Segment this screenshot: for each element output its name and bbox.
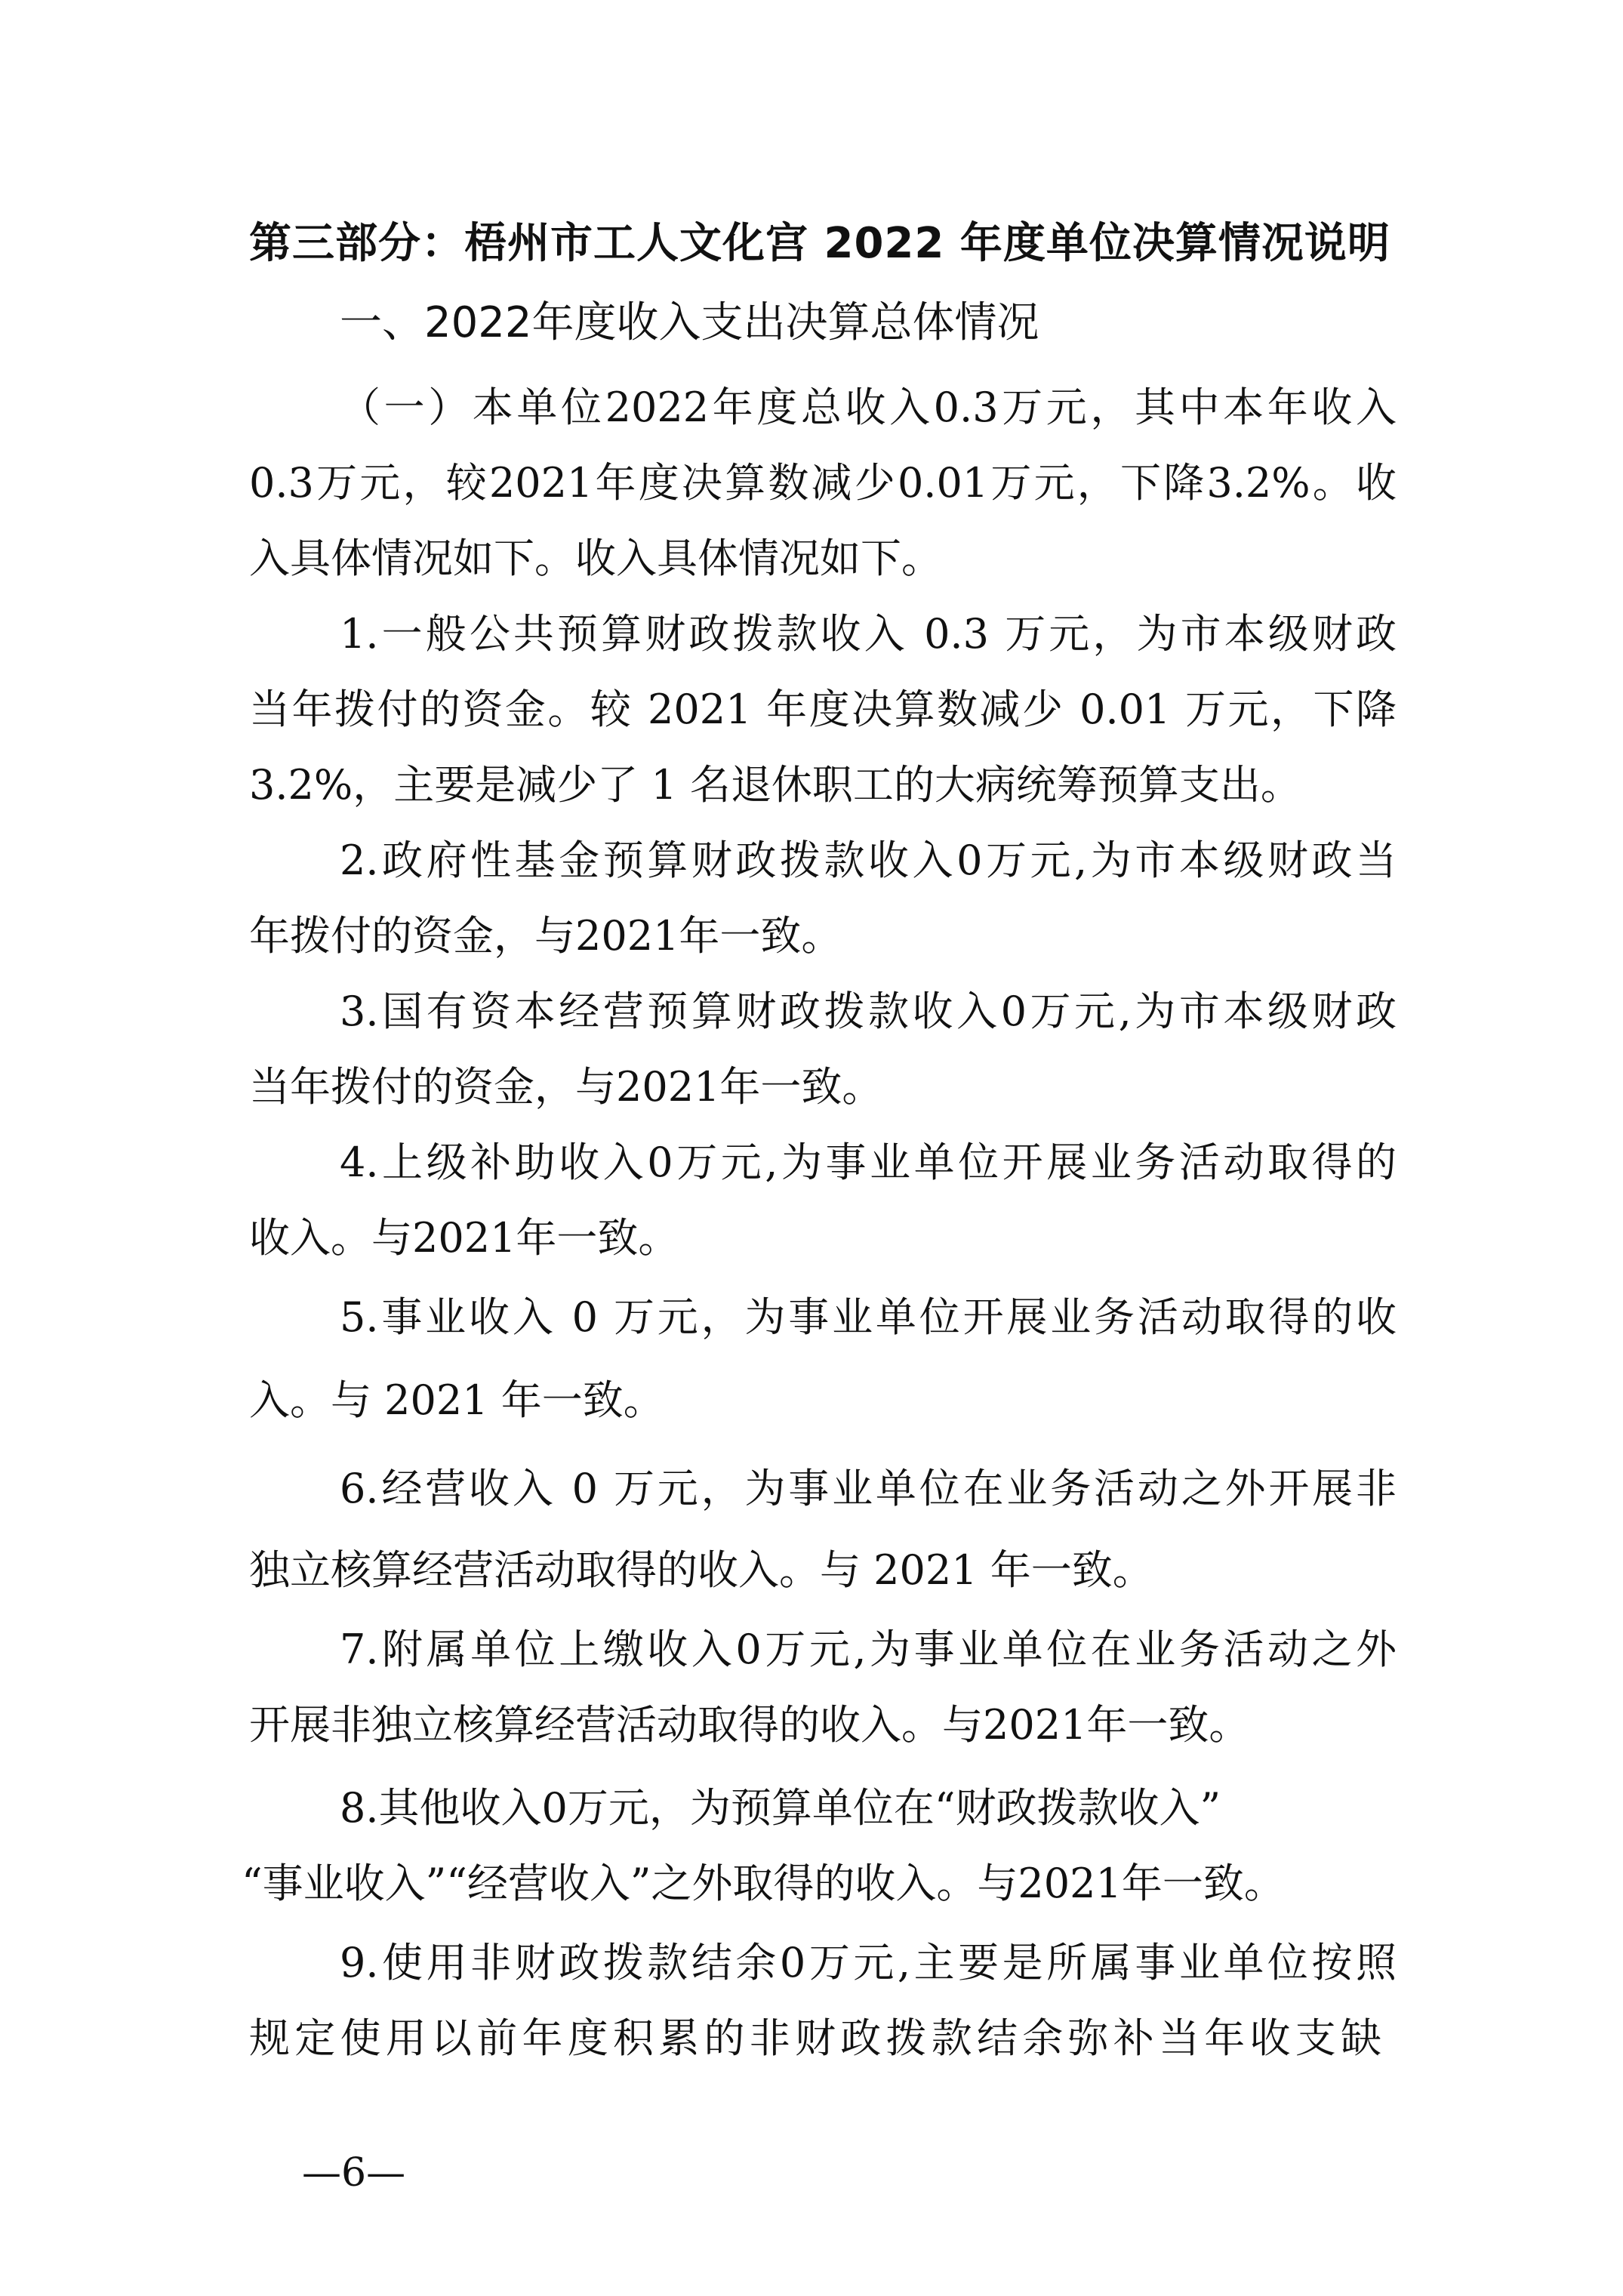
paragraph-line: 5.事业收入 0 万元，为事业单位开展业务活动取得的收 xyxy=(340,1293,1397,1341)
paragraph-line: 收入。与2021年一致。 xyxy=(249,1214,679,1262)
paragraph-line: 当年拨付的资金，与2021年一致。 xyxy=(249,1063,883,1111)
paragraph-line: 当年拨付的资金。较 2021 年度决算数减少 0.01 万元，下降 xyxy=(249,686,1397,733)
paragraph-line: 3.2%，主要是减少了 1 名退休职工的大病统筹预算支出。 xyxy=(249,761,1301,809)
paragraph-line: 7.附属单位上缴收入0万元,为事业单位在业务活动之外 xyxy=(340,1626,1397,1673)
paragraph-line: 入。与 2021 年一致。 xyxy=(249,1376,664,1424)
paragraph-line: 9.使用非财政拨款结余0万元,主要是所属事业单位按照 xyxy=(340,1939,1397,1986)
paragraph-line: “事业收入”“经营收入”之外取得的收入。与2021年一致。 xyxy=(242,1860,1285,1907)
paragraph-line: 1.一般公共预算财政拨款收入 0.3 万元，为市本级财政 xyxy=(340,610,1397,658)
paragraph-line: 入具体情况如下。收入具体情况如下。 xyxy=(249,535,942,582)
paragraph-line: 8.其他收入0万元，为预算单位在“财政拨款收入” xyxy=(340,1784,1221,1832)
paragraph-line: 独立核算经营活动取得的收入。与 2021 年一致。 xyxy=(249,1546,1153,1594)
paragraph-line: 4.上级补助收入0万元,为事业单位开展业务活动取得的 xyxy=(340,1139,1397,1186)
paragraph-line: 0.3万元，较2021年度决算数减少0.01万元，下降3.2%。收 xyxy=(249,459,1397,507)
paragraph-line: 年拨付的资金，与2021年一致。 xyxy=(249,912,842,960)
paragraph-line: 规定使用以前年度积累的非财政拨款结余弥补当年收支缺 xyxy=(249,2014,1381,2062)
page-number: —6— xyxy=(302,2150,406,2196)
paragraph-line: 3.国有资本经营预算财政拨款收入0万元,为市本级财政 xyxy=(340,988,1397,1035)
paragraph-line: （一）本单位2022年度总收入0.3万元，其中本年收入 xyxy=(340,384,1397,431)
paragraph-line: 开展非独立核算经营活动取得的收入。与2021年一致。 xyxy=(249,1701,1250,1749)
document-title: 第三部分：梧州市工人文化宫 2022 年度单位决算情况说明 xyxy=(249,219,1390,268)
paragraph-line: 6.经营收入 0 万元，为事业单位在业务活动之外开展非 xyxy=(340,1465,1397,1512)
paragraph-line: 2.政府性基金预算财政拨款收入0万元,为市本级财政当 xyxy=(340,837,1397,884)
section-heading: 一、2022年度收入支出决算总体情况 xyxy=(340,298,1039,347)
